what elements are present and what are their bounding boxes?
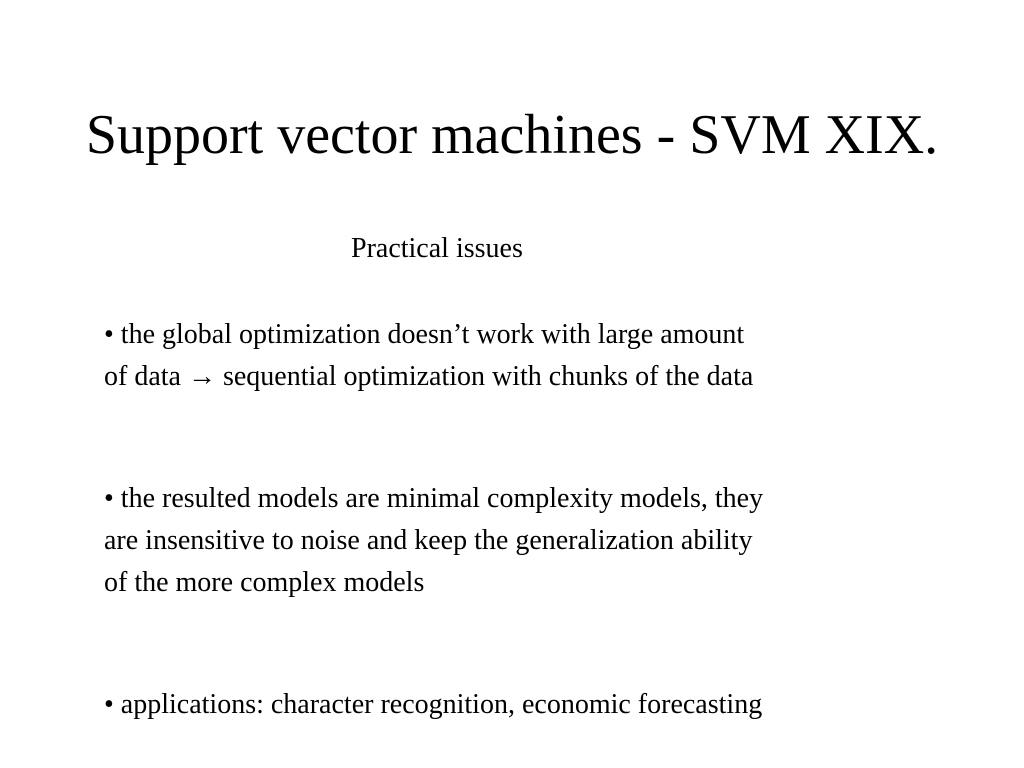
bullet-line: • applications: character recognition, economic forecasting: [104, 689, 763, 720]
bullet-item: [104, 314, 924, 398]
bullet-line: are insensitive to noise and keep the generalization ability: [104, 525, 753, 556]
bullet-line: of the more complex models: [104, 567, 425, 598]
bullet-line: of data → sequential optimization with chunks of the data: [104, 361, 754, 392]
slide-subtitle: Practical issues: [351, 233, 523, 264]
bullet-item: [104, 478, 924, 604]
bullet-item: [104, 684, 924, 726]
bullet-line: • the resulted models are minimal complexity models, they: [104, 483, 764, 514]
bullet-line: • the global optimization doesn’t work with large amount: [104, 319, 745, 350]
slide-title: Support vector machines - SVM XIX.: [85, 104, 939, 166]
